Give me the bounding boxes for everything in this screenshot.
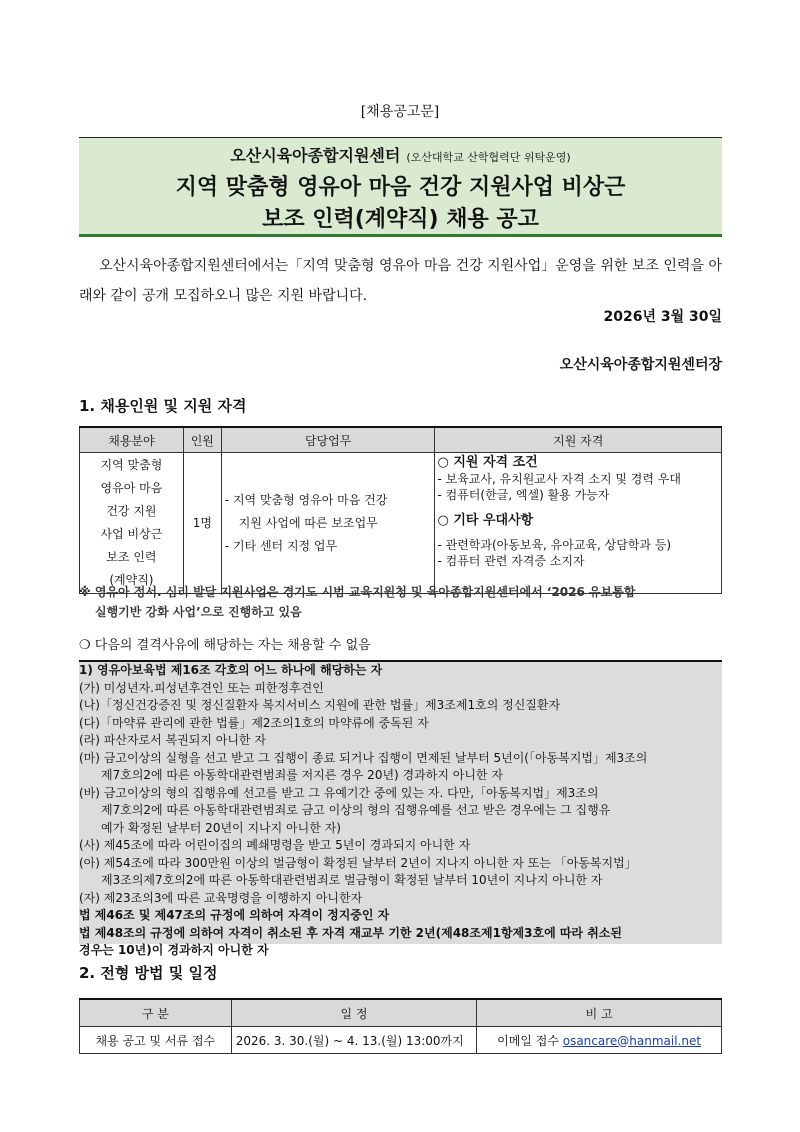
section2-heading: 2. 전형 방법 및 일정	[79, 964, 218, 982]
disqualification-line: (바) 금고이상의 형의 집행유예 선고를 받고 그 유예기간 중에 있는 자. 다만,「아동복지법」제3조의	[79, 785, 599, 800]
duty-cell: - 지역 맞춤형 영유아 마음 건강 지원 사업에 따른 보조업무 - 기타 센터 지정 업무	[221, 453, 435, 594]
disqualification-line: (다)「마약류 관리에 관한 법률」제2조의1호의 마약류에 중독된 자	[79, 715, 429, 730]
intro-paragraph: 오산시육아종합지원센터에서는「지역 맞춤형 영유아 마음 건강 지원사업」운영을 위한 보조 인력을 아래와 같이 공개 모집하오니 많은 지원 바랍니다.	[79, 258, 722, 304]
disqualification-line: (사) 제45조에 따라 어린이집의 폐쇄명령을 받고 5년이 경과되지 아니한 자	[79, 838, 471, 852]
header-schedule: 일 정	[231, 999, 477, 1027]
category-cell: 채용 공고 및 서류 접수	[80, 1027, 232, 1054]
disqualification-line: (마) 금고이상의 실형을 선고 받고 그 집행이 종료 되거나 집행이 면제된 날부터 5년이(「아동복지법」제3조의	[79, 750, 648, 765]
disqualification-line: 법 제46조 및 제47조의 규정에 의하여 자격이 정지중인 자	[79, 908, 390, 922]
qual-heading-1: ○ 지원 자격 조건	[437, 455, 538, 470]
schedule-cell: 2026. 3. 30.(월) ~ 4. 13.(월) 13:00까지	[231, 1027, 477, 1054]
header-duty: 담당업무	[221, 427, 435, 453]
disqualification-line: 제3조의제7호의2에 따른 아동학대관련범죄로 벌금형이 확정된 날부터 10년이 지나지 아니한 자	[101, 873, 603, 887]
program-note: ※ 영유아 정서. 심리 발달 지원사업은 경기도 시범 교육지원청 및 육아종합지원센터에서 ‘2026 유보통합 실행기반 강화 사업’으로 진행하고 있음	[79, 585, 636, 619]
field-cell: 지역 맞춤형 영유아 마음 건강 지원 사업 비상근 보조 인력 (계약직)	[80, 453, 184, 594]
org-name: 오산시육아종합지원센터	[230, 146, 401, 165]
disqualification-line: 경우는 10년)이 경과하지 아니한 자	[79, 943, 269, 957]
disqualification-line: 1) 영유아보육법 제16조 각호의 어느 하나에 해당하는 자	[79, 663, 383, 677]
header-category: 구 분	[80, 999, 232, 1027]
qualification-cell: ○ 지원 자격 조건 - 보육교사, 유치원교사 자격 소지 및 경력 우대 - 컴퓨터(한글, 엑셀) 활용 가능자 ○ 기타 우대사항 - 관련학과(아동보육, 유아교육, 상담학과 등) - 컴퓨터 관련 자격증 소지자	[435, 453, 722, 594]
title-line-3: 보조 인력(계약직) 채용 공고	[262, 207, 539, 232]
remarks-cell: 이메일 접수 osancare@hanmail.net	[477, 1027, 722, 1054]
disqualification-line: 법 제48조의 규정에 의하여 자격이 취소된 후 자격 재교부 기한 2년(제48조제1항제3호에 따라 취소된	[79, 925, 622, 940]
disqualification-line: 제7호의2에 따른 아동학대관련범죄로 금고 이상의 형의 집행유예를 선고 받은 경우에는 그 집행유	[101, 803, 611, 817]
count-cell: 1명	[183, 453, 221, 594]
disqualification-intro: ❍ 다음의 결격사유에 해당하는 자는 채용할 수 없음	[79, 638, 371, 653]
header-field: 채용분야	[80, 427, 184, 453]
header-remarks: 비 고	[477, 999, 722, 1027]
disqualification-box	[79, 660, 722, 957]
header-qualification: 지원 자격	[435, 427, 722, 453]
disqualification-line: (가) 미성년자.피성년후견인 또는 피한정후견인	[79, 680, 324, 695]
disqualification-line: (아) 제54조에 따라 300만원 이상의 벌금형이 확정된 날부터 2년이 지나지 아니한 자 또는 「아동복지법」	[79, 855, 637, 870]
qual-heading-2: ○ 기타 우대사항	[437, 513, 534, 528]
signer: 오산시육아종합지원센터장	[559, 357, 722, 373]
section1-heading: 1. 채용인원 및 지원 자격	[79, 397, 247, 415]
disqualification-line: (라) 파산자로서 복권되지 아니한 자	[79, 733, 266, 747]
notice-tag: [채용공고문]	[360, 104, 440, 120]
disqualification-line: (나)「정신건강증진 및 정신질환자 복지서비스 지원에 관한 법률」제3조제1호의 정신질환자	[79, 698, 561, 712]
org-title	[79, 143, 722, 166]
schedule-table	[79, 998, 722, 1054]
email-link[interactable]: osancare@hanmail.net	[562, 1033, 702, 1048]
disqualification-list	[79, 662, 722, 960]
notice-date: 2026년 3월 30일	[603, 309, 722, 325]
title-line-2: 지역 맞춤형 영유아 마음 건강 지원사업 비상근	[175, 175, 626, 200]
recruitment-table	[79, 426, 722, 594]
disqualification-line: 제7호의2에 따른 아동학대관련범죄를 저지른 경우 20년) 경과하지 아니한 자	[101, 768, 503, 782]
header-count: 인원	[183, 427, 221, 453]
disqualification-line: 예가 확정된 날부터 20년이 지나지 아니한 자)	[101, 820, 341, 835]
disqualification-line: (자) 제23조의3에 따른 교육명령을 이행하지 아니한자	[79, 890, 363, 905]
org-sub: (오산대학교 산학협력단 위탁운영)	[406, 151, 571, 164]
title-box	[79, 137, 722, 237]
